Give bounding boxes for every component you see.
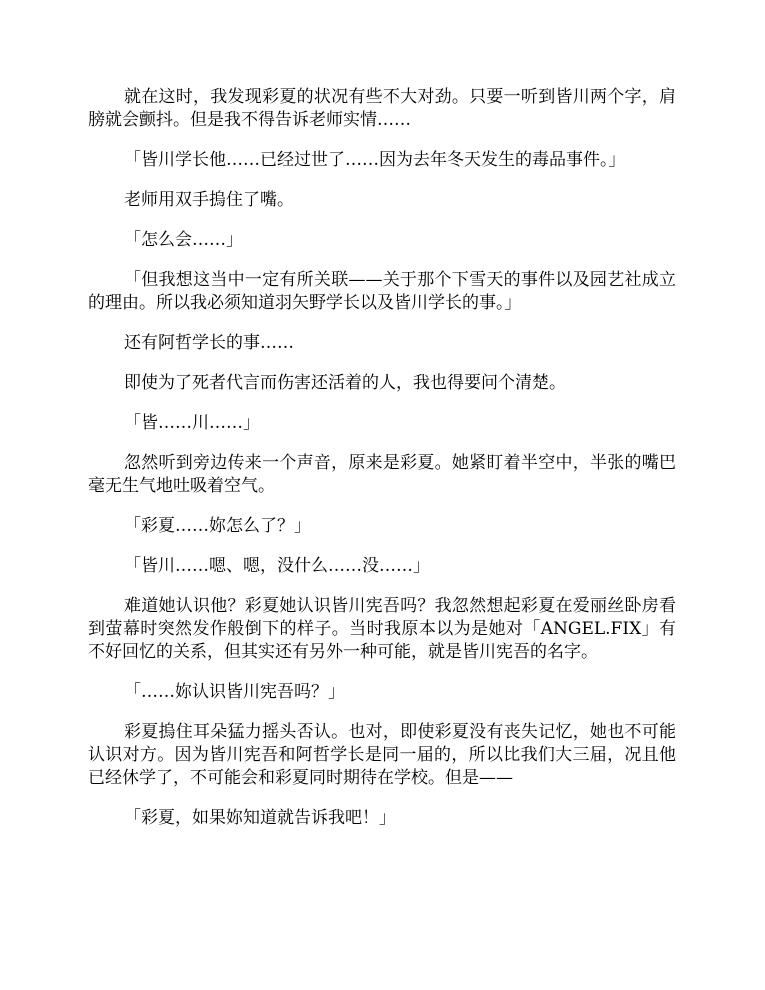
paragraph: 就在这时，我发现彩夏的状况有些不大对劲。只要一听到皆川两个字，肩膀就会颤抖。但是我不得告诉老师实情……	[88, 87, 676, 130]
paragraph: 「彩夏……妳怎么了？」	[124, 516, 311, 536]
paragraph: 「皆川学长他……已经过世了……因为去年冬天发生的毒品事件。」	[124, 150, 626, 170]
paragraph: 「皆……川……」	[124, 413, 260, 433]
paragraph: 老师用双手摀住了嘴。	[124, 190, 294, 210]
document-page	[88, 86, 676, 847]
paragraph: 「皆川……嗯、嗯，没什么……没……」	[124, 556, 430, 576]
paragraph: 「……妳认识皆川宪吾吗？」	[124, 682, 345, 702]
paragraph: 「彩夏，如果妳知道就告诉我吧！」	[124, 808, 396, 828]
paragraph: 还有阿哲学长的事……	[124, 333, 294, 353]
paragraph: 难道她认识他？彩夏她认识皆川宪吾吗？我忽然想起彩夏在爱丽丝卧房看到萤幕时突然发作般倒下的样子。当时我原本以为是她对「ANGEL.FIX」有不好回忆的关系，但其实还有另外一种可能，就是皆川宪吾的名字。	[88, 596, 676, 662]
paragraph: 「但我想这当中一定有所关联——关于那个下雪天的事件以及园艺社成立的理由。所以我必须知道羽矢野学长以及皆川学长的事。」	[88, 270, 676, 313]
paragraph: 「怎么会……」	[124, 230, 243, 250]
paragraph: 忽然听到旁边传来一个声音，原来是彩夏。她紧盯着半空中，半张的嘴巴毫无生气地吐吸着空气。	[88, 453, 676, 496]
paragraph: 即使为了死者代言而伤害还活着的人，我也得要问个清楚。	[124, 373, 566, 393]
paragraph: 彩夏摀住耳朵猛力摇头否认。也对，即使彩夏没有丧失记忆，她也不可能认识对方。因为皆川宪吾和阿哲学长是同一届的，所以比我们大三届，况且他已经休学了，不可能会和彩夏同时期待在学校。但是——	[88, 722, 676, 788]
